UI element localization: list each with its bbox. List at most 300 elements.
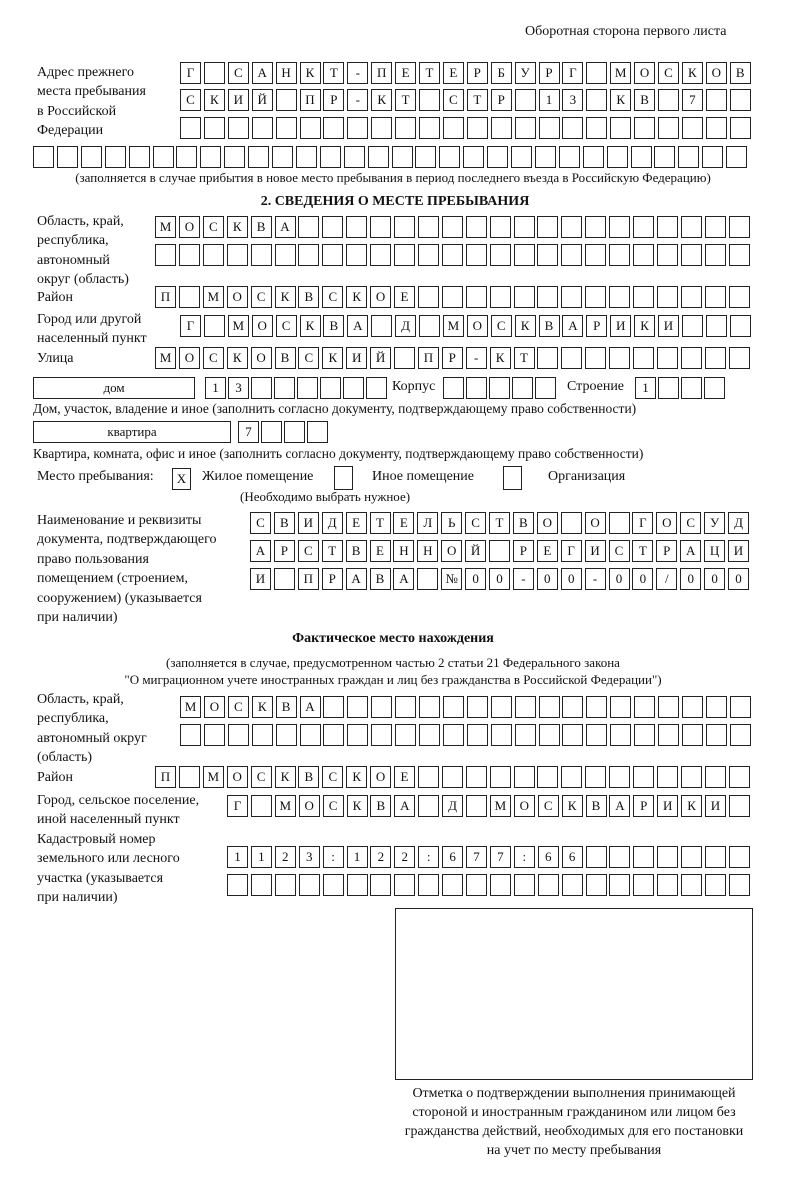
char-cell[interactable]: П	[155, 766, 176, 788]
char-cell[interactable]	[392, 146, 413, 168]
char-cell[interactable]: О	[656, 512, 677, 534]
char-cell[interactable]	[682, 117, 703, 139]
char-cell[interactable]: 0	[537, 568, 558, 590]
char-cell[interactable]	[609, 216, 630, 238]
char-cell[interactable]	[395, 117, 416, 139]
char-cell[interactable]: С	[251, 286, 272, 308]
char-cell[interactable]	[633, 846, 654, 868]
char-cell[interactable]: -	[513, 568, 534, 590]
char-cell[interactable]	[368, 146, 389, 168]
char-cell[interactable]: С	[322, 766, 343, 788]
char-cell[interactable]	[155, 244, 176, 266]
char-cell[interactable]: К	[515, 315, 536, 337]
char-cell[interactable]	[491, 696, 512, 718]
char-cell[interactable]: Р	[586, 315, 607, 337]
char-cell[interactable]: Е	[370, 540, 391, 562]
char-cell[interactable]: О	[370, 286, 391, 308]
char-cell[interactable]: А	[393, 568, 414, 590]
char-cell[interactable]: Е	[394, 766, 415, 788]
char-cell[interactable]	[371, 696, 392, 718]
char-cell[interactable]	[284, 421, 305, 443]
char-cell[interactable]	[535, 377, 556, 399]
char-cell[interactable]: 1	[251, 846, 272, 868]
char-cell[interactable]	[705, 766, 726, 788]
char-cell[interactable]: Р	[323, 89, 344, 111]
char-cell[interactable]: Н	[417, 540, 438, 562]
char-cell[interactable]	[417, 568, 438, 590]
char-cell[interactable]	[418, 244, 439, 266]
char-cell[interactable]: И	[658, 315, 679, 337]
char-cell[interactable]	[609, 347, 630, 369]
char-cell[interactable]: В	[730, 62, 751, 84]
char-cell[interactable]: В	[586, 795, 607, 817]
char-cell[interactable]	[419, 696, 440, 718]
char-cell[interactable]	[176, 146, 197, 168]
char-cell[interactable]	[347, 724, 368, 746]
char-cell[interactable]: В	[298, 286, 319, 308]
char-cell[interactable]	[585, 347, 606, 369]
place-option-organization-checkbox[interactable]	[503, 466, 522, 490]
char-cell[interactable]: И	[228, 89, 249, 111]
char-cell[interactable]	[489, 377, 510, 399]
char-cell[interactable]	[344, 146, 365, 168]
char-cell[interactable]	[33, 146, 54, 168]
char-cell[interactable]: 0	[728, 568, 749, 590]
char-cell[interactable]	[681, 286, 702, 308]
char-cell[interactable]: Р	[513, 540, 534, 562]
char-cell[interactable]	[276, 89, 297, 111]
char-cell[interactable]: 1	[539, 89, 560, 111]
char-cell[interactable]: Т	[370, 512, 391, 534]
char-cell[interactable]: В	[298, 766, 319, 788]
char-cell[interactable]	[371, 117, 392, 139]
char-cell[interactable]	[562, 724, 583, 746]
char-cell[interactable]	[537, 347, 558, 369]
char-cell[interactable]	[730, 696, 751, 718]
char-cell[interactable]	[467, 117, 488, 139]
char-cell[interactable]	[491, 724, 512, 746]
char-cell[interactable]	[415, 146, 436, 168]
char-cell[interactable]: В	[634, 89, 655, 111]
char-cell[interactable]: В	[370, 795, 391, 817]
char-cell[interactable]: С	[680, 512, 701, 534]
char-cell[interactable]: К	[275, 286, 296, 308]
char-cell[interactable]: К	[347, 795, 368, 817]
char-cell[interactable]: С	[276, 315, 297, 337]
char-cell[interactable]	[706, 315, 727, 337]
char-cell[interactable]: К	[371, 89, 392, 111]
char-cell[interactable]	[490, 874, 511, 896]
char-cell[interactable]: М	[203, 766, 224, 788]
char-cell[interactable]	[307, 421, 328, 443]
char-cell[interactable]: П	[371, 62, 392, 84]
char-cell[interactable]: К	[346, 766, 367, 788]
char-cell[interactable]	[466, 377, 487, 399]
char-cell[interactable]	[729, 846, 750, 868]
apartment-type-field[interactable]: квартира	[33, 421, 231, 443]
char-cell[interactable]	[681, 874, 702, 896]
char-cell[interactable]: Л	[417, 512, 438, 534]
char-cell[interactable]	[322, 244, 343, 266]
char-cell[interactable]	[634, 117, 655, 139]
char-cell[interactable]	[323, 117, 344, 139]
char-cell[interactable]: Р	[491, 89, 512, 111]
char-cell[interactable]: О	[585, 512, 606, 534]
char-cell[interactable]	[442, 244, 463, 266]
char-cell[interactable]	[702, 146, 723, 168]
char-cell[interactable]	[418, 216, 439, 238]
char-cell[interactable]	[251, 874, 272, 896]
char-cell[interactable]: И	[250, 568, 271, 590]
char-cell[interactable]: :	[418, 846, 439, 868]
char-cell[interactable]: О	[179, 216, 200, 238]
char-cell[interactable]	[535, 146, 556, 168]
char-cell[interactable]	[729, 874, 750, 896]
char-cell[interactable]	[515, 696, 536, 718]
char-cell[interactable]	[487, 146, 508, 168]
char-cell[interactable]	[395, 724, 416, 746]
char-cell[interactable]: 3	[299, 846, 320, 868]
char-cell[interactable]: Н	[276, 62, 297, 84]
char-cell[interactable]: 0	[489, 568, 510, 590]
char-cell[interactable]	[539, 696, 560, 718]
char-cell[interactable]: Р	[322, 568, 343, 590]
char-cell[interactable]	[419, 724, 440, 746]
char-cell[interactable]	[276, 117, 297, 139]
char-cell[interactable]	[347, 696, 368, 718]
char-cell[interactable]	[467, 696, 488, 718]
char-cell[interactable]	[633, 216, 654, 238]
char-cell[interactable]: В	[513, 512, 534, 534]
char-cell[interactable]: 6	[562, 846, 583, 868]
char-cell[interactable]	[320, 146, 341, 168]
char-cell[interactable]	[634, 696, 655, 718]
char-cell[interactable]: А	[275, 216, 296, 238]
char-cell[interactable]: Е	[395, 62, 416, 84]
char-cell[interactable]	[490, 216, 511, 238]
char-cell[interactable]	[633, 874, 654, 896]
char-cell[interactable]: П	[418, 347, 439, 369]
char-cell[interactable]: М	[180, 696, 201, 718]
char-cell[interactable]	[657, 216, 678, 238]
char-cell[interactable]: В	[276, 696, 297, 718]
place-option-residential-checkbox[interactable]: X	[172, 468, 191, 490]
char-cell[interactable]	[394, 244, 415, 266]
char-cell[interactable]	[585, 286, 606, 308]
char-cell[interactable]	[467, 724, 488, 746]
char-cell[interactable]: О	[514, 795, 535, 817]
char-cell[interactable]	[610, 117, 631, 139]
char-cell[interactable]: А	[252, 62, 273, 84]
char-cell[interactable]	[511, 146, 532, 168]
char-cell[interactable]: Е	[394, 286, 415, 308]
char-cell[interactable]	[512, 377, 533, 399]
char-cell[interactable]	[323, 696, 344, 718]
char-cell[interactable]	[490, 286, 511, 308]
char-cell[interactable]: :	[323, 846, 344, 868]
char-cell[interactable]	[227, 244, 248, 266]
char-cell[interactable]: О	[467, 315, 488, 337]
char-cell[interactable]	[705, 244, 726, 266]
char-cell[interactable]: М	[155, 347, 176, 369]
char-cell[interactable]: М	[155, 216, 176, 238]
char-cell[interactable]	[180, 724, 201, 746]
house-type-field[interactable]: дом	[33, 377, 195, 399]
char-cell[interactable]: К	[322, 347, 343, 369]
char-cell[interactable]	[395, 696, 416, 718]
char-cell[interactable]: Е	[537, 540, 558, 562]
char-cell[interactable]: С	[228, 62, 249, 84]
char-cell[interactable]: С	[443, 89, 464, 111]
char-cell[interactable]: Р	[274, 540, 295, 562]
char-cell[interactable]	[204, 315, 225, 337]
char-cell[interactable]	[466, 244, 487, 266]
char-cell[interactable]	[633, 347, 654, 369]
char-cell[interactable]: К	[252, 696, 273, 718]
char-cell[interactable]	[730, 89, 751, 111]
char-cell[interactable]: Ц	[704, 540, 725, 562]
char-cell[interactable]	[561, 244, 582, 266]
char-cell[interactable]: Т	[323, 62, 344, 84]
char-cell[interactable]	[633, 244, 654, 266]
char-cell[interactable]	[657, 846, 678, 868]
char-cell[interactable]: 6	[442, 846, 463, 868]
char-cell[interactable]	[562, 117, 583, 139]
char-cell[interactable]	[419, 117, 440, 139]
char-cell[interactable]	[248, 146, 269, 168]
char-cell[interactable]	[370, 874, 391, 896]
char-cell[interactable]: Г	[562, 62, 583, 84]
char-cell[interactable]	[658, 117, 679, 139]
char-cell[interactable]	[631, 146, 652, 168]
char-cell[interactable]	[681, 846, 702, 868]
char-cell[interactable]: А	[562, 315, 583, 337]
char-cell[interactable]	[466, 286, 487, 308]
char-cell[interactable]: Н	[393, 540, 414, 562]
char-cell[interactable]: О	[251, 347, 272, 369]
char-cell[interactable]	[654, 146, 675, 168]
char-cell[interactable]: 0	[680, 568, 701, 590]
char-cell[interactable]	[224, 146, 245, 168]
char-cell[interactable]	[730, 724, 751, 746]
char-cell[interactable]	[681, 347, 702, 369]
char-cell[interactable]: 0	[609, 568, 630, 590]
char-cell[interactable]: С	[609, 540, 630, 562]
char-cell[interactable]: Р	[467, 62, 488, 84]
char-cell[interactable]	[539, 117, 560, 139]
char-cell[interactable]: У	[515, 62, 536, 84]
char-cell[interactable]	[370, 244, 391, 266]
char-cell[interactable]	[251, 377, 272, 399]
char-cell[interactable]	[418, 766, 439, 788]
char-cell[interactable]: 6	[538, 846, 559, 868]
char-cell[interactable]	[442, 286, 463, 308]
char-cell[interactable]	[443, 724, 464, 746]
char-cell[interactable]	[418, 874, 439, 896]
char-cell[interactable]: 1	[205, 377, 226, 399]
char-cell[interactable]: О	[299, 795, 320, 817]
char-cell[interactable]	[633, 286, 654, 308]
char-cell[interactable]	[300, 724, 321, 746]
char-cell[interactable]	[371, 724, 392, 746]
char-cell[interactable]	[706, 724, 727, 746]
char-cell[interactable]	[678, 146, 699, 168]
char-cell[interactable]: Д	[728, 512, 749, 534]
char-cell[interactable]: Й	[465, 540, 486, 562]
char-cell[interactable]	[682, 724, 703, 746]
char-cell[interactable]: 1	[635, 377, 656, 399]
char-cell[interactable]	[514, 766, 535, 788]
char-cell[interactable]	[251, 244, 272, 266]
char-cell[interactable]	[634, 724, 655, 746]
char-cell[interactable]: А	[394, 795, 415, 817]
char-cell[interactable]: Р	[539, 62, 560, 84]
char-cell[interactable]	[514, 286, 535, 308]
char-cell[interactable]: А	[346, 568, 367, 590]
char-cell[interactable]	[730, 315, 751, 337]
char-cell[interactable]: К	[227, 216, 248, 238]
char-cell[interactable]: К	[346, 286, 367, 308]
char-cell[interactable]	[179, 244, 200, 266]
char-cell[interactable]	[200, 146, 221, 168]
char-cell[interactable]: -	[347, 62, 368, 84]
char-cell[interactable]: С	[538, 795, 559, 817]
char-cell[interactable]: Е	[346, 512, 367, 534]
char-cell[interactable]	[443, 117, 464, 139]
char-cell[interactable]	[633, 766, 654, 788]
char-cell[interactable]	[323, 724, 344, 746]
char-cell[interactable]: А	[347, 315, 368, 337]
char-cell[interactable]	[562, 696, 583, 718]
char-cell[interactable]: Г	[561, 540, 582, 562]
char-cell[interactable]: И	[610, 315, 631, 337]
char-cell[interactable]	[203, 244, 224, 266]
char-cell[interactable]	[586, 696, 607, 718]
char-cell[interactable]	[586, 846, 607, 868]
char-cell[interactable]	[466, 766, 487, 788]
char-cell[interactable]: Д	[442, 795, 463, 817]
char-cell[interactable]	[729, 347, 750, 369]
char-cell[interactable]	[346, 244, 367, 266]
char-cell[interactable]: 1	[227, 846, 248, 868]
char-cell[interactable]: А	[300, 696, 321, 718]
char-cell[interactable]	[489, 540, 510, 562]
char-cell[interactable]: С	[298, 347, 319, 369]
char-cell[interactable]	[228, 117, 249, 139]
char-cell[interactable]	[490, 766, 511, 788]
char-cell[interactable]: Й	[370, 347, 391, 369]
char-cell[interactable]	[466, 795, 487, 817]
char-cell[interactable]	[658, 696, 679, 718]
char-cell[interactable]	[129, 146, 150, 168]
char-cell[interactable]: М	[443, 315, 464, 337]
char-cell[interactable]	[298, 216, 319, 238]
char-cell[interactable]	[585, 244, 606, 266]
char-cell[interactable]: С	[180, 89, 201, 111]
char-cell[interactable]: С	[228, 696, 249, 718]
char-cell[interactable]	[275, 244, 296, 266]
char-cell[interactable]: П	[298, 568, 319, 590]
char-cell[interactable]	[705, 216, 726, 238]
char-cell[interactable]: 0	[632, 568, 653, 590]
char-cell[interactable]: Т	[395, 89, 416, 111]
char-cell[interactable]: К	[490, 347, 511, 369]
char-cell[interactable]	[276, 724, 297, 746]
char-cell[interactable]	[274, 377, 295, 399]
char-cell[interactable]	[153, 146, 174, 168]
char-cell[interactable]	[609, 286, 630, 308]
char-cell[interactable]	[347, 874, 368, 896]
char-cell[interactable]	[299, 874, 320, 896]
char-cell[interactable]: М	[490, 795, 511, 817]
char-cell[interactable]: В	[539, 315, 560, 337]
char-cell[interactable]: Д	[322, 512, 343, 534]
char-cell[interactable]: К	[610, 89, 631, 111]
char-cell[interactable]	[297, 377, 318, 399]
char-cell[interactable]	[300, 117, 321, 139]
char-cell[interactable]	[180, 117, 201, 139]
char-cell[interactable]	[179, 766, 200, 788]
char-cell[interactable]: 3	[562, 89, 583, 111]
char-cell[interactable]	[706, 117, 727, 139]
char-cell[interactable]: О	[370, 766, 391, 788]
char-cell[interactable]	[657, 874, 678, 896]
char-cell[interactable]: Б	[491, 62, 512, 84]
char-cell[interactable]: О	[227, 286, 248, 308]
char-cell[interactable]	[681, 377, 702, 399]
char-cell[interactable]: В	[370, 568, 391, 590]
char-cell[interactable]: Й	[252, 89, 273, 111]
char-cell[interactable]	[320, 377, 341, 399]
char-cell[interactable]: №	[441, 568, 462, 590]
char-cell[interactable]: -	[347, 89, 368, 111]
char-cell[interactable]	[514, 216, 535, 238]
char-cell[interactable]	[586, 874, 607, 896]
char-cell[interactable]: -	[585, 568, 606, 590]
char-cell[interactable]	[251, 795, 272, 817]
char-cell[interactable]: А	[680, 540, 701, 562]
char-cell[interactable]	[539, 724, 560, 746]
char-cell[interactable]	[443, 696, 464, 718]
char-cell[interactable]: И	[346, 347, 367, 369]
char-cell[interactable]	[681, 244, 702, 266]
char-cell[interactable]: О	[634, 62, 655, 84]
char-cell[interactable]	[442, 216, 463, 238]
char-cell[interactable]: И	[705, 795, 726, 817]
char-cell[interactable]: С	[203, 347, 224, 369]
char-cell[interactable]: И	[657, 795, 678, 817]
char-cell[interactable]	[347, 117, 368, 139]
char-cell[interactable]: 0	[465, 568, 486, 590]
char-cell[interactable]: С	[298, 540, 319, 562]
char-cell[interactable]	[538, 874, 559, 896]
char-cell[interactable]	[204, 117, 225, 139]
char-cell[interactable]: О	[537, 512, 558, 534]
char-cell[interactable]	[729, 286, 750, 308]
char-cell[interactable]: О	[204, 696, 225, 718]
char-cell[interactable]: :	[514, 846, 535, 868]
char-cell[interactable]	[585, 766, 606, 788]
char-cell[interactable]: М	[275, 795, 296, 817]
char-cell[interactable]: К	[300, 62, 321, 84]
char-cell[interactable]	[609, 874, 630, 896]
char-cell[interactable]	[586, 89, 607, 111]
char-cell[interactable]	[228, 724, 249, 746]
char-cell[interactable]	[561, 512, 582, 534]
char-cell[interactable]	[490, 244, 511, 266]
char-cell[interactable]: Р	[633, 795, 654, 817]
char-cell[interactable]	[609, 244, 630, 266]
